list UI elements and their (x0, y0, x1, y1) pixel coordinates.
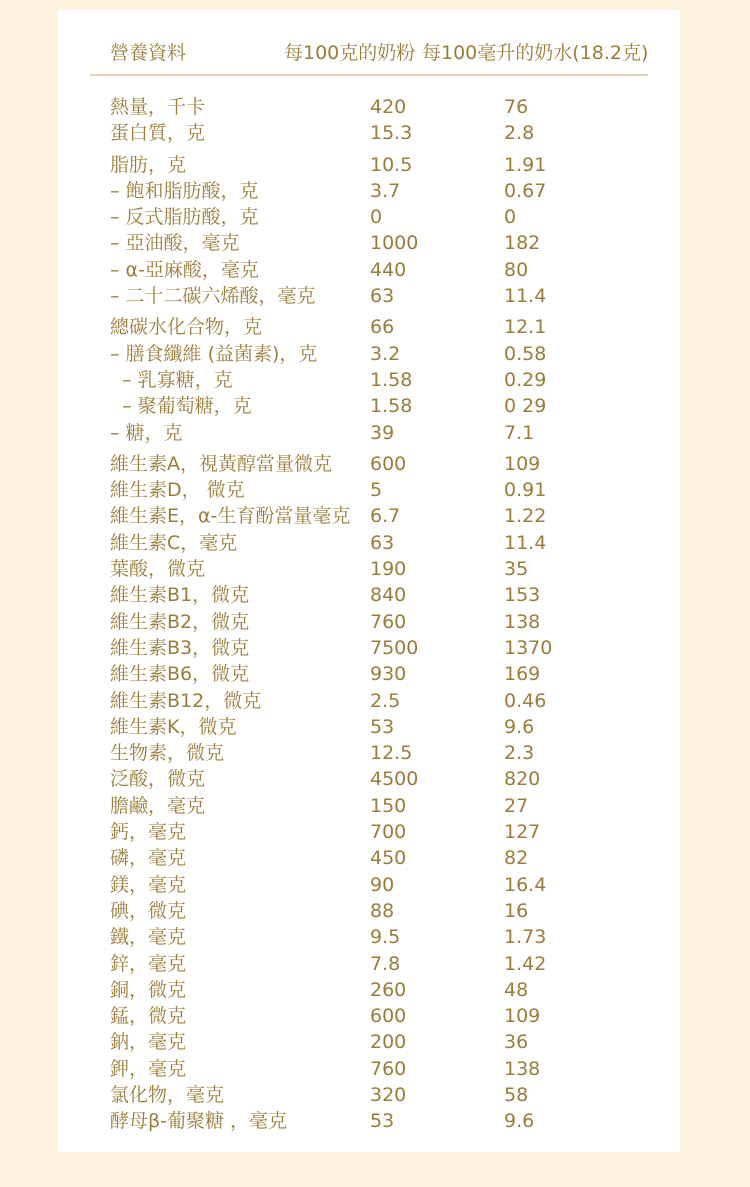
value-per-100g: 150 (370, 794, 407, 817)
nutrient-label: 鋅，毫克 (110, 952, 187, 975)
table-row (58, 1056, 680, 1082)
value-per-100ml: 76 (504, 96, 529, 118)
nutrient-label: 維生素B2，微克 (110, 610, 250, 633)
value-per-100ml: 27 (504, 794, 529, 817)
nutrient-label: 維生素B3，微克 (110, 636, 250, 659)
table-row (58, 793, 680, 819)
table-row (58, 257, 680, 283)
header-per-100g-powder: 每100克的奶粉 (284, 42, 416, 64)
table-row (58, 1082, 680, 1108)
value-per-100ml: 11.4 (504, 285, 547, 308)
value-per-100g: 9.5 (370, 926, 401, 949)
table-row (58, 94, 680, 120)
value-per-100g: 760 (370, 610, 407, 633)
nutrient-label: 鈣，毫克 (110, 821, 187, 844)
table-row (58, 314, 680, 340)
table-row (58, 845, 680, 871)
value-per-100g: 7.8 (370, 952, 401, 975)
value-per-100ml: 0.29 (504, 368, 547, 391)
table-row (58, 951, 680, 977)
nutrient-label: 鎂，毫克 (110, 873, 187, 896)
value-per-100g: 260 (370, 978, 407, 1001)
header-nutrition-label: 營養資料 (110, 42, 187, 64)
value-per-100ml: 80 (504, 258, 529, 281)
value-per-100g: 90 (370, 873, 395, 896)
nutrient-label: 碘，微克 (110, 899, 187, 922)
value-per-100ml: 1.42 (504, 952, 547, 975)
table-row (58, 872, 680, 898)
value-per-100ml: 82 (504, 847, 529, 870)
value-per-100g: 450 (370, 847, 407, 870)
value-per-100ml: 2.3 (504, 742, 535, 765)
value-per-100g: 1.58 (370, 368, 413, 391)
table-row (58, 367, 680, 393)
table-row (58, 503, 680, 529)
nutrient-label: – 亞油酸，毫克 (110, 232, 240, 255)
table-row (58, 1029, 680, 1055)
value-per-100g: 39 (370, 421, 395, 444)
value-per-100ml: 153 (504, 584, 541, 607)
value-per-100ml: 9.6 (504, 715, 535, 738)
value-per-100g: 3.7 (370, 179, 401, 202)
value-per-100g: 840 (370, 584, 407, 607)
nutrient-label: – 膳食纖維 (益菌素)，克 (110, 342, 318, 365)
value-per-100ml: 58 (504, 1083, 529, 1106)
table-row (58, 204, 680, 230)
nutrient-label: 維生素K，微克 (110, 715, 237, 738)
value-per-100ml: 138 (504, 610, 541, 633)
table-row (58, 740, 680, 766)
nutrient-label: 維生素C，毫克 (110, 531, 238, 554)
nutrient-label: 脂肪，克 (110, 153, 187, 176)
nutrient-label: 葉酸，微克 (110, 558, 206, 581)
table-row (58, 977, 680, 1003)
nutrient-label: 熱量，千卡 (110, 96, 206, 118)
value-per-100ml: 1.73 (504, 926, 547, 949)
nutrient-label: – 二十二碳六烯酸，毫克 (110, 285, 316, 308)
value-per-100g: 53 (370, 715, 395, 738)
value-per-100ml: 0 (504, 206, 517, 229)
value-per-100g: 3.2 (370, 342, 401, 365)
value-per-100ml: 169 (504, 663, 541, 686)
nutrient-label: 氯化物，毫克 (110, 1083, 225, 1106)
table-row (58, 283, 680, 309)
value-per-100ml: 48 (504, 978, 529, 1001)
nutrient-label: 磷，毫克 (110, 847, 187, 870)
value-per-100ml: 127 (504, 821, 541, 844)
nutrient-label: 錳，微克 (110, 1005, 187, 1028)
value-per-100ml: 0 29 (504, 395, 547, 418)
table-row (58, 609, 680, 635)
value-per-100g: 63 (370, 285, 395, 308)
nutrient-label: 生物素，微克 (110, 742, 225, 765)
header-divider (90, 74, 648, 76)
nutrient-label: 鈉，毫克 (110, 1031, 187, 1054)
table-row (58, 819, 680, 845)
value-per-100ml: 16 (504, 899, 529, 922)
table-row (58, 714, 680, 740)
nutrient-label: 蛋白質，克 (110, 122, 206, 145)
table-row (58, 393, 680, 419)
value-per-100g: 0 (370, 206, 383, 229)
value-per-100ml: 35 (504, 558, 529, 581)
value-per-100g: 440 (370, 258, 407, 281)
table-header (58, 10, 680, 84)
table-row (58, 420, 680, 446)
nutrient-label: 維生素D， 微克 (110, 479, 245, 502)
nutrient-label: 維生素B12，微克 (110, 689, 262, 712)
value-per-100ml: 182 (504, 232, 541, 255)
table-row (58, 152, 680, 178)
nutrient-label: – 飽和脂肪酸，克 (110, 179, 259, 202)
nutrient-label: 泛酸，微克 (110, 768, 206, 791)
table-row (58, 341, 680, 367)
value-per-100ml: 109 (504, 1005, 541, 1028)
value-per-100g: 5 (370, 479, 383, 502)
value-per-100ml: 7.1 (504, 421, 535, 444)
value-per-100g: 190 (370, 558, 407, 581)
table-row (58, 582, 680, 608)
value-per-100g: 760 (370, 1057, 407, 1080)
table-row (58, 178, 680, 204)
value-per-100ml: 1370 (504, 636, 553, 659)
nutrient-label: 維生素B1，微克 (110, 584, 250, 607)
nutrient-label: 鐵，毫克 (110, 926, 187, 949)
table-row (58, 230, 680, 256)
table-row (58, 120, 680, 146)
table-row (58, 898, 680, 924)
value-per-100ml: 0.58 (504, 342, 547, 365)
value-per-100ml: 0.67 (504, 179, 547, 202)
value-per-100g: 7500 (370, 636, 419, 659)
value-per-100g: 600 (370, 452, 407, 475)
value-per-100g: 420 (370, 96, 407, 118)
table-row (58, 1108, 680, 1134)
value-per-100g: 930 (370, 663, 407, 686)
table-row (58, 635, 680, 661)
table-row (58, 477, 680, 503)
nutrient-label: 膽鹼，毫克 (110, 794, 206, 817)
value-per-100g: 12.5 (370, 742, 413, 765)
value-per-100ml: 0.91 (504, 479, 547, 502)
table-row (58, 924, 680, 950)
nutrient-label: 酵母β-葡聚糖 ，毫克 (110, 1110, 288, 1133)
table-row (58, 688, 680, 714)
value-per-100g: 700 (370, 821, 407, 844)
nutrition-card (58, 10, 680, 1152)
value-per-100g: 10.5 (370, 153, 413, 176)
nutrient-label: 鉀，毫克 (110, 1057, 187, 1080)
nutrient-label: 銅，微克 (110, 978, 187, 1001)
nutrient-label: – 反式脂肪酸，克 (110, 206, 259, 229)
header-per-100ml-milk: 每100毫升的奶水(18.2克) (422, 42, 649, 64)
table-row (58, 451, 680, 477)
value-per-100g: 320 (370, 1083, 407, 1106)
value-per-100g: 600 (370, 1005, 407, 1028)
nutrient-label: – α-亞麻酸，毫克 (110, 258, 259, 281)
value-per-100ml: 109 (504, 452, 541, 475)
nutrition-table (58, 94, 680, 1135)
value-per-100g: 1.58 (370, 395, 413, 418)
value-per-100g: 53 (370, 1110, 395, 1133)
nutrient-label: – 乳寡糖，克 (110, 368, 233, 391)
nutrient-label: 維生素B6，微克 (110, 663, 250, 686)
value-per-100g: 15.3 (370, 122, 413, 145)
value-per-100g: 6.7 (370, 505, 401, 528)
table-row (58, 1003, 680, 1029)
nutrient-label: 總碳水化合物，克 (110, 316, 263, 339)
value-per-100ml: 36 (504, 1031, 529, 1054)
value-per-100ml: 12.1 (504, 316, 547, 339)
value-per-100ml: 820 (504, 768, 541, 791)
value-per-100ml: 0.46 (504, 689, 547, 712)
value-per-100g: 66 (370, 316, 395, 339)
value-per-100g: 200 (370, 1031, 407, 1054)
value-per-100ml: 2.8 (504, 122, 535, 145)
value-per-100ml: 1.22 (504, 505, 547, 528)
value-per-100g: 1000 (370, 232, 419, 255)
value-per-100g: 4500 (370, 768, 419, 791)
nutrient-label: – 糖，克 (110, 421, 183, 444)
value-per-100ml: 11.4 (504, 531, 547, 554)
nutrient-label: 維生素E，α-生育酚當量毫克 (110, 505, 351, 528)
table-row (58, 530, 680, 556)
value-per-100g: 88 (370, 899, 395, 922)
value-per-100g: 2.5 (370, 689, 401, 712)
value-per-100g: 63 (370, 531, 395, 554)
table-row (58, 766, 680, 792)
nutrient-label: – 聚葡萄糖，克 (110, 395, 252, 418)
value-per-100ml: 16.4 (504, 873, 547, 896)
table-row (58, 556, 680, 582)
table-row (58, 661, 680, 687)
value-per-100ml: 9.6 (504, 1110, 535, 1133)
nutrient-label: 維生素A，視黃醇當量微克 (110, 452, 332, 475)
value-per-100ml: 1.91 (504, 153, 547, 176)
value-per-100ml: 138 (504, 1057, 541, 1080)
